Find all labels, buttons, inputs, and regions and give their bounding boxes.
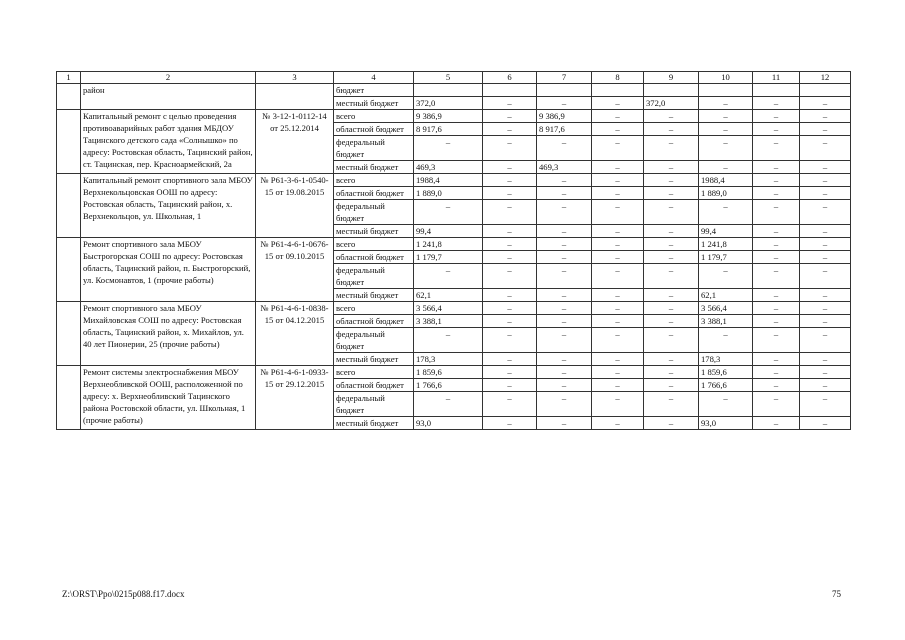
header-cell: 5 — [414, 72, 483, 84]
amount-cell: 372,0 — [414, 97, 483, 110]
amount-cell: – — [592, 97, 644, 110]
amount-cell: – — [699, 97, 753, 110]
amount-cell: – — [537, 328, 592, 353]
row-number-cell — [57, 302, 81, 366]
amount-cell: – — [644, 417, 699, 430]
amount-cell: – — [483, 238, 537, 251]
amount-cell: – — [800, 366, 851, 379]
amount-cell: – — [537, 289, 592, 302]
amount-cell: – — [537, 315, 592, 328]
budget-source-cell: всего — [334, 174, 414, 187]
amount-cell — [483, 84, 537, 97]
table-row — [57, 84, 851, 97]
amount-cell: – — [644, 225, 699, 238]
amount-cell: – — [800, 238, 851, 251]
amount-cell: – — [537, 225, 592, 238]
amount-cell: – — [644, 174, 699, 187]
budget-source-cell: областной бюджет — [334, 315, 414, 328]
amount-cell — [592, 84, 644, 97]
amount-cell: – — [753, 353, 800, 366]
amount-cell: – — [644, 328, 699, 353]
header-cell: 11 — [753, 72, 800, 84]
amount-cell: – — [644, 110, 699, 123]
table-row — [57, 174, 851, 187]
amount-cell: – — [537, 264, 592, 289]
amount-cell: – — [414, 328, 483, 353]
amount-cell: 1 859,6 — [699, 366, 753, 379]
amount-cell: – — [537, 187, 592, 200]
amount-cell — [644, 84, 699, 97]
object-name-cell: Капитальный ремонт спортивного зала МБОУ Верхнекольцовская ООШ по адресу: Ростовская область, Тацинский район, х. Верхнекольцов, ул. Школьная, 1 — [81, 174, 256, 238]
amount-cell: – — [753, 379, 800, 392]
amount-cell: 3 566,4 — [414, 302, 483, 315]
amount-cell: – — [644, 251, 699, 264]
amount-cell: 8 917,6 — [414, 123, 483, 136]
amount-cell: – — [483, 187, 537, 200]
document-number-cell: № Р61-4-6-1-0676-15 от 09.10.2015 — [256, 238, 334, 302]
amount-cell: – — [537, 379, 592, 392]
document-number-cell: № Р61-4-6-1-0933-15 от 29.12.2015 — [256, 366, 334, 430]
amount-cell — [537, 84, 592, 97]
budget-source-cell: федеральный бюджет — [334, 392, 414, 417]
amount-cell: – — [592, 187, 644, 200]
amount-cell: 1988,4 — [414, 174, 483, 187]
amount-cell: – — [800, 392, 851, 417]
amount-cell: – — [592, 315, 644, 328]
amount-cell: – — [414, 264, 483, 289]
budget-source-cell: областной бюджет — [334, 379, 414, 392]
row-number-cell — [57, 84, 81, 110]
amount-cell: – — [753, 289, 800, 302]
budget-source-cell: федеральный бюджет — [334, 328, 414, 353]
amount-cell: – — [537, 366, 592, 379]
amount-cell: – — [753, 302, 800, 315]
amount-cell: – — [800, 97, 851, 110]
amount-cell: – — [800, 225, 851, 238]
amount-cell: – — [483, 366, 537, 379]
amount-cell: – — [483, 315, 537, 328]
amount-cell: 469,3 — [414, 161, 483, 174]
amount-cell: – — [592, 110, 644, 123]
footer-file-path: Z:\ORST\Ppo\0215p088.f17.docx — [62, 589, 185, 599]
amount-cell: – — [483, 251, 537, 264]
budget-source-cell: всего — [334, 366, 414, 379]
table-row — [57, 302, 851, 315]
amount-cell: – — [537, 136, 592, 161]
amount-cell: – — [537, 238, 592, 251]
amount-cell: – — [699, 161, 753, 174]
amount-cell: 1 889,0 — [699, 187, 753, 200]
budget-source-cell: местный бюджет — [334, 289, 414, 302]
amount-cell: – — [537, 200, 592, 225]
amount-cell: – — [699, 200, 753, 225]
amount-cell: – — [537, 417, 592, 430]
amount-cell: – — [800, 123, 851, 136]
amount-cell: – — [800, 315, 851, 328]
amount-cell: – — [753, 417, 800, 430]
table-row — [57, 238, 851, 251]
amount-cell: – — [800, 251, 851, 264]
amount-cell: – — [753, 392, 800, 417]
amount-cell: 1 241,8 — [699, 238, 753, 251]
amount-cell: – — [592, 302, 644, 315]
amount-cell — [800, 84, 851, 97]
page-number: 75 — [832, 589, 841, 599]
amount-cell: 93,0 — [699, 417, 753, 430]
budget-source-cell: областной бюджет — [334, 187, 414, 200]
table-row — [57, 366, 851, 379]
amount-cell: – — [592, 174, 644, 187]
amount-cell: 8 917,6 — [537, 123, 592, 136]
amount-cell: 3 388,1 — [699, 315, 753, 328]
header-cell: 8 — [592, 72, 644, 84]
budget-source-cell: всего — [334, 238, 414, 251]
amount-cell: – — [483, 110, 537, 123]
amount-cell: – — [644, 366, 699, 379]
header-cell: 4 — [334, 72, 414, 84]
amount-cell: 1 766,6 — [699, 379, 753, 392]
budget-table — [56, 71, 851, 430]
amount-cell: – — [800, 328, 851, 353]
amount-cell: 1988,4 — [699, 174, 753, 187]
amount-cell: – — [483, 353, 537, 366]
document-number-cell: № 3-12-1-0112-14 от 25.12.2014 — [256, 110, 334, 174]
amount-cell: – — [414, 392, 483, 417]
object-name-cell: Ремонт спортивного зала МБОУ Быстрогорская СОШ по адресу: Ростовская область, Тацинский район, п. Быстрогорский, ул. Космонавтов, 1 (прочие работы) — [81, 238, 256, 302]
object-name-cell: Капитальный ремонт с целью проведения противоаварийных работ здания МБДОУ Тацинского детского сада «Солнышко» по адресу: Ростовская область, Тацинский район, ст. Тацинская, пер. Красноармейский, 2а — [81, 110, 256, 174]
header-cell: 3 — [256, 72, 334, 84]
object-name-cell: Ремонт спортивного зала МБОУ Михайловская СОШ по адресу: Ростовская область, Тацинский район, х. Михайлов, ул. 40 лет Пионерии, 25 (прочие работы) — [81, 302, 256, 366]
header-cell: 12 — [800, 72, 851, 84]
amount-cell: 3 566,4 — [699, 302, 753, 315]
amount-cell: – — [644, 123, 699, 136]
document-number-cell — [256, 84, 334, 110]
budget-source-cell: федеральный бюджет — [334, 136, 414, 161]
amount-cell: 1 859,6 — [414, 366, 483, 379]
amount-cell: – — [800, 353, 851, 366]
amount-cell: – — [483, 302, 537, 315]
amount-cell: – — [753, 97, 800, 110]
amount-cell: – — [644, 379, 699, 392]
amount-cell: – — [483, 136, 537, 161]
amount-cell: 9 386,9 — [537, 110, 592, 123]
amount-cell: – — [800, 289, 851, 302]
amount-cell: – — [644, 315, 699, 328]
amount-cell: – — [800, 417, 851, 430]
amount-cell: – — [592, 353, 644, 366]
amount-cell: – — [537, 174, 592, 187]
amount-cell: – — [592, 328, 644, 353]
amount-cell: – — [753, 136, 800, 161]
amount-cell: – — [592, 200, 644, 225]
amount-cell: – — [753, 366, 800, 379]
amount-cell: – — [483, 417, 537, 430]
amount-cell: 3 388,1 — [414, 315, 483, 328]
amount-cell — [414, 84, 483, 97]
amount-cell: – — [644, 289, 699, 302]
budget-source-cell: местный бюджет — [334, 97, 414, 110]
amount-cell: – — [592, 264, 644, 289]
row-number-cell — [57, 366, 81, 430]
amount-cell: – — [592, 123, 644, 136]
amount-cell: – — [592, 392, 644, 417]
amount-cell: – — [483, 97, 537, 110]
amount-cell: 178,3 — [699, 353, 753, 366]
amount-cell — [699, 84, 753, 97]
budget-source-cell: местный бюджет — [334, 161, 414, 174]
amount-cell: – — [644, 161, 699, 174]
amount-cell: – — [800, 200, 851, 225]
amount-cell: – — [800, 161, 851, 174]
amount-cell: – — [699, 136, 753, 161]
amount-cell: 62,1 — [699, 289, 753, 302]
row-number-cell — [57, 238, 81, 302]
budget-source-cell: бюджет — [334, 84, 414, 97]
amount-cell: – — [483, 123, 537, 136]
header-cell: 6 — [483, 72, 537, 84]
amount-cell: – — [800, 187, 851, 200]
amount-cell: 1 241,8 — [414, 238, 483, 251]
amount-cell: – — [699, 110, 753, 123]
amount-cell: – — [800, 264, 851, 289]
amount-cell: – — [483, 161, 537, 174]
amount-cell: – — [592, 251, 644, 264]
amount-cell: – — [414, 136, 483, 161]
amount-cell: – — [537, 97, 592, 110]
budget-source-cell: всего — [334, 302, 414, 315]
amount-cell: – — [483, 225, 537, 238]
budget-source-cell: федеральный бюджет — [334, 264, 414, 289]
amount-cell: – — [644, 187, 699, 200]
amount-cell — [753, 84, 800, 97]
amount-cell: – — [592, 366, 644, 379]
budget-source-cell: местный бюджет — [334, 225, 414, 238]
amount-cell: 372,0 — [644, 97, 699, 110]
table-row — [57, 110, 851, 123]
amount-cell: – — [699, 123, 753, 136]
amount-cell: 1 179,7 — [699, 251, 753, 264]
amount-cell: – — [753, 264, 800, 289]
amount-cell: – — [753, 315, 800, 328]
amount-cell: – — [592, 417, 644, 430]
amount-cell: – — [753, 161, 800, 174]
amount-cell: – — [592, 238, 644, 251]
amount-cell: – — [483, 200, 537, 225]
amount-cell: – — [644, 200, 699, 225]
amount-cell: – — [483, 392, 537, 417]
amount-cell: – — [644, 302, 699, 315]
amount-cell: – — [592, 225, 644, 238]
row-number-cell — [57, 110, 81, 174]
header-cell: 2 — [81, 72, 256, 84]
amount-cell: 1 766,6 — [414, 379, 483, 392]
amount-cell: – — [483, 289, 537, 302]
amount-cell: – — [644, 392, 699, 417]
amount-cell: 9 386,9 — [414, 110, 483, 123]
amount-cell: – — [644, 353, 699, 366]
budget-source-cell: местный бюджет — [334, 417, 414, 430]
amount-cell: – — [753, 200, 800, 225]
header-cell: 7 — [537, 72, 592, 84]
budget-source-cell: областной бюджет — [334, 251, 414, 264]
amount-cell: – — [753, 174, 800, 187]
amount-cell: – — [644, 136, 699, 161]
amount-cell: – — [800, 110, 851, 123]
amount-cell: – — [592, 289, 644, 302]
amount-cell: – — [753, 251, 800, 264]
amount-cell: – — [699, 392, 753, 417]
amount-cell: 99,4 — [699, 225, 753, 238]
amount-cell: 99,4 — [414, 225, 483, 238]
amount-cell: – — [753, 225, 800, 238]
table-body — [57, 72, 851, 430]
amount-cell: – — [753, 328, 800, 353]
amount-cell: 1 889,0 — [414, 187, 483, 200]
amount-cell: – — [753, 238, 800, 251]
amount-cell: 93,0 — [414, 417, 483, 430]
budget-source-cell: местный бюджет — [334, 353, 414, 366]
amount-cell: – — [699, 328, 753, 353]
amount-cell: 1 179,7 — [414, 251, 483, 264]
amount-cell: – — [537, 392, 592, 417]
amount-cell: – — [592, 136, 644, 161]
budget-source-cell: областной бюджет — [334, 123, 414, 136]
amount-cell: – — [483, 328, 537, 353]
amount-cell: – — [753, 110, 800, 123]
amount-cell: – — [753, 187, 800, 200]
header-cell: 10 — [699, 72, 753, 84]
header-row — [57, 72, 851, 84]
object-name-cell: Ремонт системы электроснабжения МБОУ Верхнеобливской ООШ, расположенной по адресу: х. Верхнеобливский Тацинского района Ростовской области, ул. Школьная, 1 (прочие работы) — [81, 366, 256, 430]
amount-cell: – — [537, 251, 592, 264]
object-name-cell: район — [81, 84, 256, 110]
amount-cell: – — [483, 174, 537, 187]
amount-cell: 62,1 — [414, 289, 483, 302]
amount-cell: 178,3 — [414, 353, 483, 366]
amount-cell: – — [800, 136, 851, 161]
header-cell: 1 — [57, 72, 81, 84]
amount-cell: – — [483, 264, 537, 289]
row-number-cell — [57, 174, 81, 238]
budget-source-cell: всего — [334, 110, 414, 123]
amount-cell: – — [592, 379, 644, 392]
amount-cell: – — [699, 264, 753, 289]
amount-cell: – — [800, 302, 851, 315]
amount-cell: – — [644, 238, 699, 251]
amount-cell: – — [537, 353, 592, 366]
header-cell: 9 — [644, 72, 699, 84]
document-number-cell: № Р61-4-6-1-0838-15 от 04.12.2015 — [256, 302, 334, 366]
amount-cell: – — [800, 174, 851, 187]
amount-cell: – — [483, 379, 537, 392]
amount-cell: – — [800, 379, 851, 392]
document-number-cell: № Р61-3-6-1-0540-15 от 19.08.2015 — [256, 174, 334, 238]
amount-cell: – — [644, 264, 699, 289]
amount-cell: 469,3 — [537, 161, 592, 174]
amount-cell: – — [537, 302, 592, 315]
amount-cell: – — [414, 200, 483, 225]
budget-source-cell: федеральный бюджет — [334, 200, 414, 225]
amount-cell: – — [753, 123, 800, 136]
amount-cell: – — [592, 161, 644, 174]
